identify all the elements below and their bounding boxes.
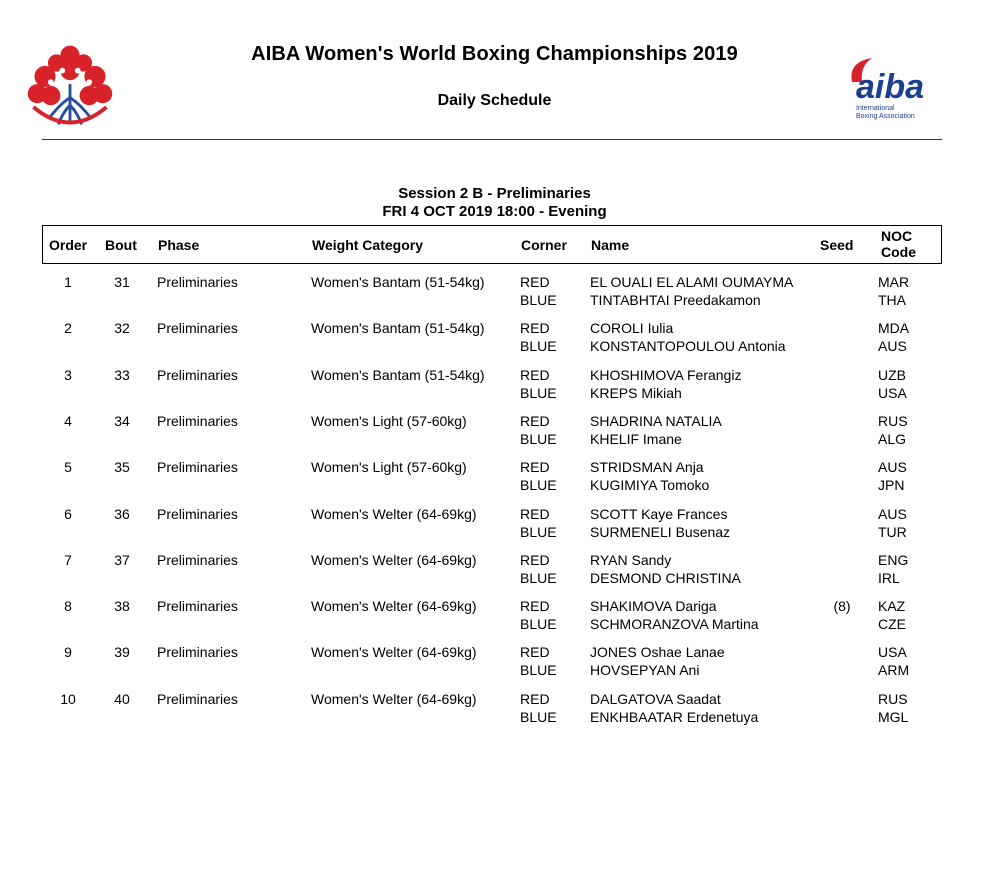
bout-cell: 37 [114,551,130,568]
boxer-name-cell: SHADRINA NATALIA KHELIF Imane [590,412,722,447]
session-title: Session 2 B - Preliminaries [398,185,591,202]
order-cell: 2 [64,320,72,337]
order-cell: 7 [64,551,72,568]
phase-cell: Preliminaries [157,366,238,383]
weight-category-cell: Women's Bantam (51-54kg) [311,366,485,383]
col-weight-category: Weight Category [312,237,423,253]
corner-cell: RED BLUE [520,274,557,308]
weight-category-cell: Women's Welter (64-69kg) [311,598,477,615]
bout-cell: 34 [114,412,130,429]
boxer-name-cell: KHOSHIMOVA Ferangiz KREPS Mikiah [590,366,742,401]
order-cell: 5 [64,459,72,476]
table-header [42,225,942,264]
weight-category-cell: Women's Welter (64-69kg) [311,505,477,522]
order-cell: 6 [64,505,72,522]
weight-category-cell: Women's Welter (64-69kg) [311,551,477,568]
weight-category-cell: Women's Welter (64-69kg) [311,644,477,661]
table-row [42,643,942,689]
seed-cell: (8) [833,598,851,615]
table-row [42,597,942,643]
boxer-name-cell: RYAN Sandy DESMOND CHRISTINA [590,551,741,586]
col-name: Name [591,237,630,253]
bout-cell: 36 [114,505,130,522]
order-cell: 4 [64,412,72,429]
phase-cell: Preliminaries [157,274,238,290]
corner-cell: RED BLUE [520,366,557,401]
noc-code-cell: AUS TUR [878,505,907,540]
boxer-name-cell: STRIDSMAN Anja KUGIMIYA Tomoko [590,459,710,494]
aiba-wordmark: aiba [856,68,925,106]
weight-category-cell: Women's Light (57-60kg) [311,459,467,476]
bout-cell: 32 [114,320,130,337]
noc-code-cell: RUS ALG [878,412,908,447]
col-corner: Corner [521,237,567,253]
noc-code-cell: RUS MGL [878,690,909,725]
col-bout: Bout [105,237,137,253]
bout-cell: 35 [114,459,130,476]
col-noc-code: NOC Code [881,228,916,260]
table-row [42,505,942,551]
order-cell: 10 [60,690,76,707]
weight-category-cell: Women's Bantam (51-54kg) [311,274,485,290]
header-divider [42,139,942,140]
corner-cell: RED BLUE [520,505,557,540]
phase-cell: Preliminaries [157,320,238,337]
noc-code-cell: AUS JPN [878,459,907,494]
aiba-tagline-1: International [856,105,895,112]
boxer-name-cell: JONES Oshae Lanae HOVSEPYAN Ani [590,644,725,679]
phase-cell: Preliminaries [157,644,238,661]
corner-cell: RED BLUE [520,644,557,679]
table-row [42,551,942,597]
corner-cell: RED BLUE [520,320,557,355]
table-row [42,273,942,319]
bout-cell: 40 [114,690,130,707]
bout-cell: 31 [114,274,130,290]
aiba-tagline-2: Boxing Association [856,113,915,120]
phase-cell: Preliminaries [157,690,238,707]
noc-code-cell: MAR THA [878,274,910,308]
session-datetime: FRI 4 OCT 2019 18:00 - Evening [382,203,607,220]
table-row [42,319,942,365]
bout-cell: 38 [114,598,130,615]
corner-cell: RED BLUE [520,551,557,586]
boxer-name-cell: COROLI Iulia KONSTANTOPOULOU Antonia [590,320,786,355]
boxer-name-cell: EL OUALI EL ALAMI OUMAYMA TINTABHTAI Preedakamon [590,274,794,308]
phase-cell: Preliminaries [157,459,238,476]
order-cell: 3 [64,366,72,383]
bout-cell: 39 [114,644,130,661]
boxer-name-cell: DALGATOVA Saadat ENKHBAATAR Erdenetuya [590,690,759,725]
corner-cell: RED BLUE [520,459,557,494]
order-cell: 1 [64,274,72,290]
table-row [42,412,942,458]
boxer-name-cell: SCOTT Kaye Frances SURMENELI Busenaz [590,505,731,540]
col-phase: Phase [158,237,200,253]
boxer-name-cell: SHAKIMOVA Dariga SCHMORANZOVA Martina [590,598,759,633]
weight-category-cell: Women's Welter (64-69kg) [311,690,477,707]
table-row [42,458,942,504]
noc-code-cell: ENG IRL [878,551,909,586]
corner-cell: RED BLUE [520,690,557,725]
phase-cell: Preliminaries [157,598,238,615]
phase-cell: Preliminaries [157,412,238,429]
noc-code-cell: KAZ CZE [878,598,906,633]
order-cell: 8 [64,598,72,615]
weight-category-cell: Women's Bantam (51-54kg) [311,320,485,337]
document-title: AIBA Women's World Boxing Championships 2019 [251,43,738,65]
phase-cell: Preliminaries [157,505,238,522]
col-seed: Seed [820,237,854,253]
session-heading [0,185,989,221]
col-order: Order [49,237,88,253]
corner-cell: RED BLUE [520,412,557,447]
bout-cell: 33 [114,366,130,383]
corner-cell: RED BLUE [520,598,557,633]
order-cell: 9 [64,644,72,661]
noc-code-cell: USA ARM [878,644,910,679]
table-row [42,366,942,412]
document-subtitle: Daily Schedule [437,92,552,109]
noc-code-cell: MDA AUS [878,320,910,355]
noc-code-cell: UZB USA [878,366,907,401]
table-row [42,690,942,736]
phase-cell: Preliminaries [157,551,238,568]
weight-category-cell: Women's Light (57-60kg) [311,412,467,429]
